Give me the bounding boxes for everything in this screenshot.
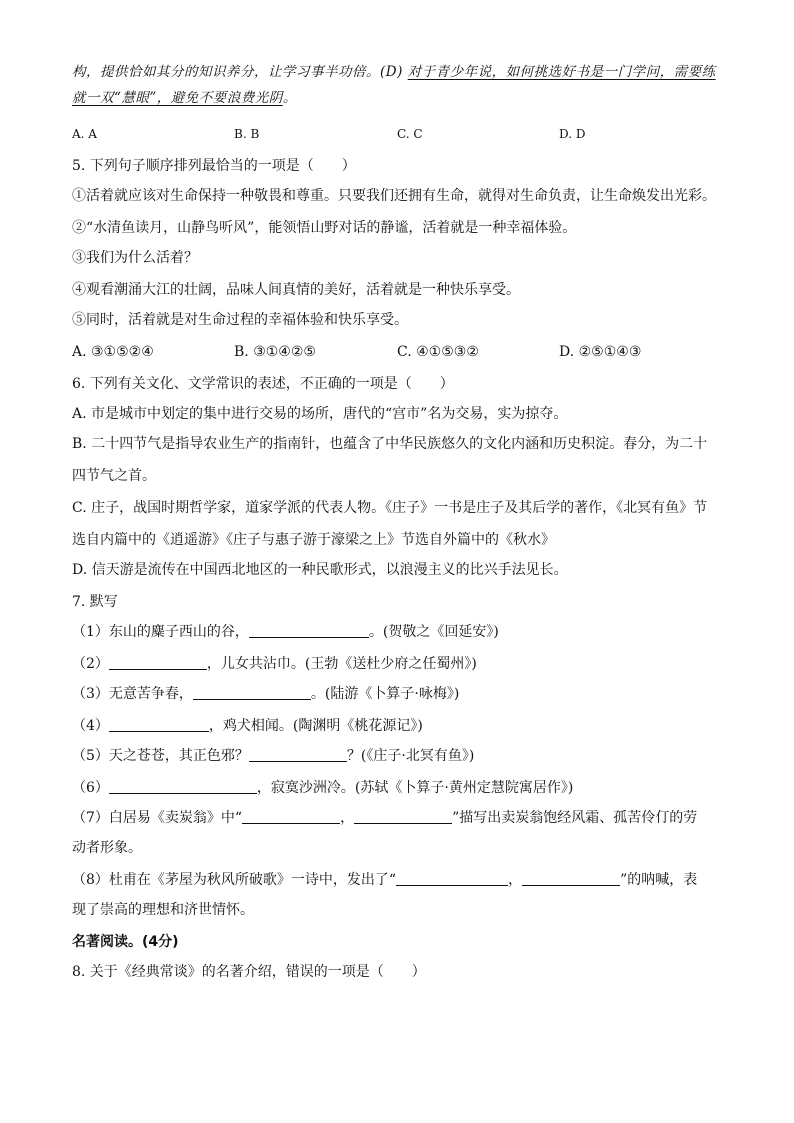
q5-option-c: C. ④①⑤③② xyxy=(397,344,479,360)
q7-item-5-blank[interactable] xyxy=(249,746,347,762)
q7-item-8-comma: ， xyxy=(508,872,523,888)
q7-title: 7. 默写 xyxy=(72,594,118,610)
q5-option-b: B. ③①④②⑤ xyxy=(234,344,316,360)
q4-text-end: 。 xyxy=(282,90,297,106)
q4-option-c: C. C xyxy=(397,127,423,141)
q7-item-1-suffix: 。(贺敬之《回延安》) xyxy=(368,624,499,640)
q7-item-7-blank-2[interactable] xyxy=(354,808,452,824)
q7-item-5 xyxy=(72,746,474,766)
q4-option-a: A. A xyxy=(72,127,97,141)
q4-text-line-1 xyxy=(72,62,716,82)
q7-item-2-prefix: （2） xyxy=(72,656,109,672)
q7-item-4-prefix: （4） xyxy=(72,718,109,734)
q7-item-8-blank-2[interactable] xyxy=(522,870,620,886)
q5-sentence-4: ④观看潮涌大江的壮阔，品味人间真情的美好，活着就是一种快乐享受。 xyxy=(72,282,520,298)
q7-item-1-blank[interactable] xyxy=(249,622,369,638)
q4-text-line-2 xyxy=(72,88,297,108)
q7-item-7-prefix: （7）白居易《卖炭翁》中“ xyxy=(72,810,243,826)
q7-item-4-blank[interactable] xyxy=(109,716,209,732)
q8-stem: 8. 关于《经典常谈》的名著介绍，错误的一项是（ ） xyxy=(72,964,426,980)
q7-item-7-suffix: ”描写出卖炭翁饱经风霜、孤苦伶仃的劳 xyxy=(452,810,698,826)
q7-item-8-blank-1[interactable] xyxy=(396,870,508,886)
q6-option-b-line-1: B. 二十四节气是指导农业生产的指南针，也蕴含了中华民族悠久的文化内涵和历史积淀。春分，为二十 xyxy=(72,436,708,452)
q4-option-d: D. D xyxy=(559,127,586,141)
q7-item-6-blank[interactable] xyxy=(109,778,257,794)
q7-item-2 xyxy=(72,654,477,674)
q7-item-7-line-2: 动者形象。 xyxy=(72,840,142,856)
q5-sentence-1: ①活着就应该对生命保持一种敬畏和尊重。只要我们还拥有生命，就得对生命负责，让生命焕发出光彩。 xyxy=(72,188,716,204)
q6-option-c-line-2: 选自内篇中的《逍遥游》《庄子与惠子游于濠梁之上》节选自外篇中的《秋水》 xyxy=(72,532,555,548)
q7-item-3-suffix: 。(陆游《卜算子·咏梅》) xyxy=(310,686,460,702)
q6-option-b-line-2: 四节气之首。 xyxy=(72,468,156,484)
q5-option-d: D. ②⑤①④③ xyxy=(559,344,642,360)
q7-item-2-blank[interactable] xyxy=(109,654,207,670)
q7-item-5-prefix: （5）天之苍苍，其正色邪？ xyxy=(72,748,249,764)
q7-item-5-suffix: ？(《庄子·北冥有鱼》) xyxy=(346,748,475,764)
q5-sentence-3: ③我们为什么活着？ xyxy=(72,250,198,266)
q5-options xyxy=(72,342,641,362)
q7-item-6 xyxy=(72,778,573,798)
q7-item-6-suffix: ，寂寞沙洲冷。(苏轼《卜算子·黄州定慧院寓居作》) xyxy=(256,780,574,796)
q6-option-a: A. 市是城市中划定的集中进行交易的场所，唐代的“宫市”名为交易，实为掠夺。 xyxy=(72,406,568,422)
q5-sentence-5: ⑤同时，活着就是对生命过程的幸福体验和快乐享受。 xyxy=(72,312,408,328)
q5-option-a: A. ③①⑤②④ xyxy=(72,344,154,360)
q7-item-6-prefix: （6） xyxy=(72,780,109,796)
section-title: 名著阅读。(4分) xyxy=(72,934,179,950)
q7-item-3-prefix: （3）无意苦争春， xyxy=(72,686,193,702)
q7-item-3-blank[interactable] xyxy=(193,684,311,700)
q7-item-4-suffix: ，鸡犬相闻。(陶渊明《桃花源记》) xyxy=(208,718,423,734)
q7-item-8-line-2: 现了崇高的理想和济世情怀。 xyxy=(72,902,254,918)
q4-options xyxy=(72,124,585,144)
q4-text-plain: 构，提供恰如其分的知识养分，让学习事半功倍。(D) xyxy=(72,64,408,80)
q4-option-b: B. B xyxy=(234,127,260,141)
q7-item-7-blank-1[interactable] xyxy=(242,808,340,824)
q4-text-underlined-2: 就一双“慧眼”，避免不要浪费光阴 xyxy=(72,90,283,106)
q7-item-8 xyxy=(72,870,697,890)
q7-item-1-prefix: （1）东山的麋子西山的谷， xyxy=(72,624,249,640)
q7-item-1 xyxy=(72,622,499,642)
q7-item-7 xyxy=(72,808,697,828)
q6-option-c-line-1: C. 庄子，战国时期哲学家，道家学派的代表人物。《庄子》一书是庄子及其后学的著作，《北冥有鱼》节 xyxy=(72,500,708,516)
q6-stem: 6. 下列有关文化、文学常识的表述，不正确的一项是（ ） xyxy=(72,376,454,392)
q6-option-d: D. 信天游是流传在中国西北地区的一种民歌形式，以浪漫主义的比兴手法见长。 xyxy=(72,562,568,578)
q7-item-4 xyxy=(72,716,423,736)
q7-item-3 xyxy=(72,684,459,704)
q5-sentence-2: ②“水清鱼读月，山静鸟听风”，能领悟山野对话的静谧，活着就是一种幸福体验。 xyxy=(72,220,577,236)
q7-item-8-suffix: ”的呐喊，表 xyxy=(620,872,698,888)
q4-text-underlined: 对于青少年说，如何挑选好书是一门学问，需要练 xyxy=(407,64,716,80)
q7-item-8-prefix: （8）杜甫在《茅屋为秋风所破歌》一诗中，发出了“ xyxy=(72,872,397,888)
q5-stem: 5. 下列句子顺序排列最恰当的一项是（ ） xyxy=(72,158,356,174)
q7-item-7-comma: ， xyxy=(340,810,355,826)
q7-item-2-suffix: ，儿女共沾巾。(王勃《送杜少府之任蜀州》) xyxy=(206,656,477,672)
